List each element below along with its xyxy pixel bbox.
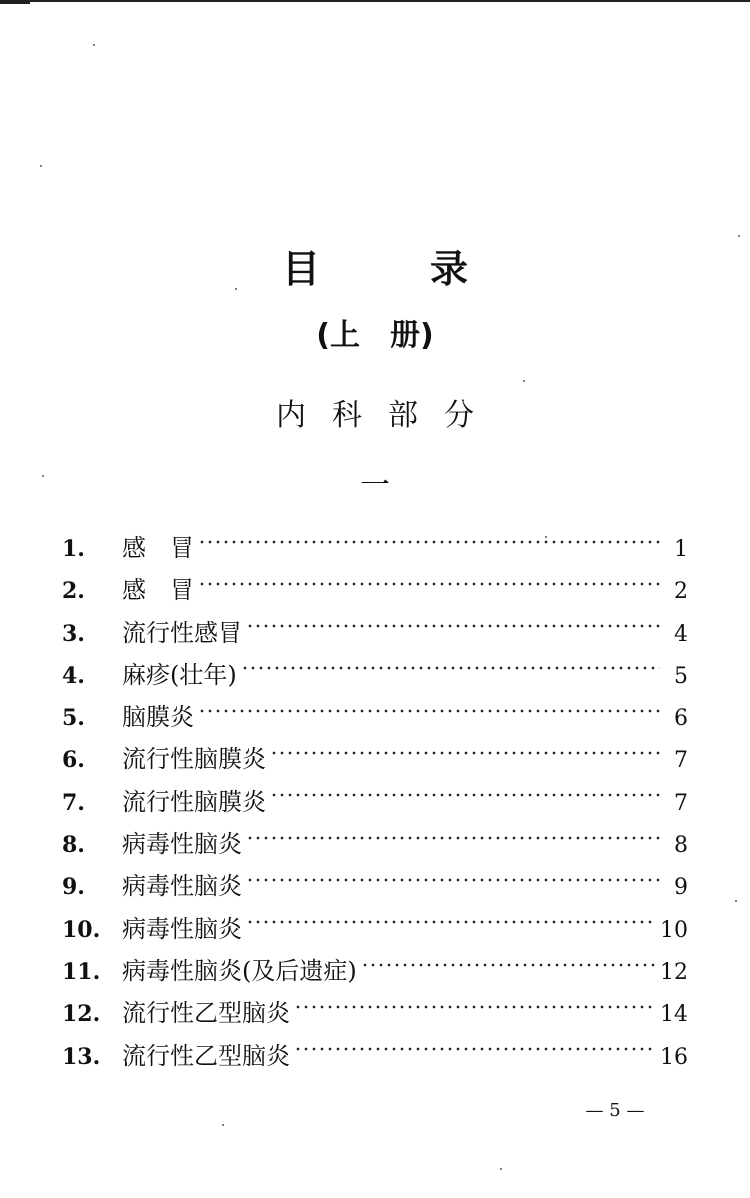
scan-speck [40, 165, 42, 167]
toc-entry-number: 5. [62, 705, 85, 732]
dot-leader [246, 866, 660, 890]
dot-leader [246, 824, 660, 848]
page-title-right: 录 [430, 247, 469, 291]
dot-leader [270, 782, 660, 806]
toc-entry[interactable] [62, 528, 688, 570]
toc-entry[interactable] [62, 1036, 688, 1078]
toc-entry-number: 12. [62, 1001, 101, 1028]
toc-entry[interactable] [62, 570, 688, 612]
scan-speck [93, 44, 95, 46]
toc-entry-title: 病毒性脑炎 [122, 830, 242, 859]
toc-entry-page: 7 [674, 748, 688, 774]
toc-entry-number: 11. [62, 958, 101, 985]
toc-entry-page: 2 [674, 579, 688, 605]
toc-entry-number: 7. [62, 789, 85, 816]
toc-entry-number: 2. [62, 578, 85, 605]
toc-entry-number: 4. [62, 662, 85, 689]
toc-entry-title: 病毒性脑炎(及后遗症) [122, 956, 357, 985]
toc-entry-page: 10 [660, 917, 688, 943]
toc-entry[interactable] [62, 824, 688, 866]
dot-leader [246, 909, 656, 933]
toc-entry[interactable] [62, 909, 688, 951]
scan-speck [735, 900, 737, 902]
toc-entry-page: 14 [660, 1002, 688, 1028]
scan-speck [222, 1124, 224, 1126]
page-title-left: 目 [281, 247, 320, 291]
toc-entry[interactable] [62, 951, 688, 993]
table-of-contents [62, 528, 688, 1078]
dot-leader [246, 613, 660, 637]
dot-leader [241, 655, 660, 679]
toc-entry[interactable] [62, 655, 688, 697]
toc-entry-page: 6 [674, 706, 688, 732]
scan-speck [523, 380, 525, 382]
volume-subtitle: (上 册) [316, 318, 434, 353]
toc-entry-number: 6. [62, 747, 85, 774]
chapter-number: 一 [360, 468, 390, 503]
toc-entry[interactable] [62, 782, 688, 824]
scan-speck [738, 235, 740, 237]
top-border-line [0, 0, 750, 2]
toc-entry[interactable] [62, 697, 688, 739]
toc-entry-page: 1 [674, 537, 688, 562]
dot-leader [198, 697, 660, 721]
toc-entry-number: 3. [62, 620, 85, 647]
scan-speck [500, 1168, 502, 1170]
toc-entry-title: 流行性感冒 [122, 618, 242, 647]
toc-entry-title: 感 冒 [122, 534, 194, 562]
dot-leader [294, 1036, 656, 1060]
page-number: — 5 — [585, 1100, 645, 1121]
toc-entry-title: 脑膜炎 [122, 703, 194, 732]
toc-entry-number: 9. [62, 874, 85, 901]
toc-entry[interactable] [62, 739, 688, 781]
top-border-corner [0, 0, 30, 4]
toc-entry-title: 流行性乙型脑炎 [122, 999, 290, 1028]
toc-entry-title: 病毒性脑炎 [122, 914, 242, 943]
toc-entry-title: 流行性乙型脑炎 [122, 1041, 290, 1070]
toc-entry-page: 12 [660, 959, 688, 985]
dot-leader [198, 570, 660, 594]
dot-leader [361, 951, 656, 975]
toc-entry-page: 7 [674, 790, 688, 816]
toc-entry-number: 10. [62, 916, 101, 943]
toc-entry[interactable] [62, 866, 688, 908]
toc-entry-page: 16 [660, 1044, 688, 1070]
toc-entry-number: 1. [62, 536, 85, 562]
toc-entry-title: 流行性脑膜炎 [122, 787, 266, 816]
page-title [0, 238, 750, 293]
toc-entry-page: 8 [674, 833, 688, 859]
toc-entry-title: 流行性脑膜炎 [122, 745, 266, 774]
toc-entry-title: 感 冒 [122, 576, 194, 605]
toc-entry[interactable] [62, 613, 688, 655]
toc-entry-page: 9 [674, 875, 688, 901]
toc-entry-page: 4 [674, 621, 688, 647]
toc-entry-number: 8. [62, 832, 85, 859]
section-heading: 内科部分 [276, 398, 500, 433]
dot-leader [198, 528, 660, 552]
toc-entry-page: 5 [674, 663, 688, 689]
toc-entry-title: 麻疹(壮年) [122, 660, 237, 689]
dot-leader [294, 993, 656, 1017]
toc-entry[interactable] [62, 993, 688, 1035]
toc-entry-number: 13. [62, 1043, 101, 1070]
dot-leader [270, 739, 660, 763]
toc-entry-title: 病毒性脑炎 [122, 872, 242, 901]
